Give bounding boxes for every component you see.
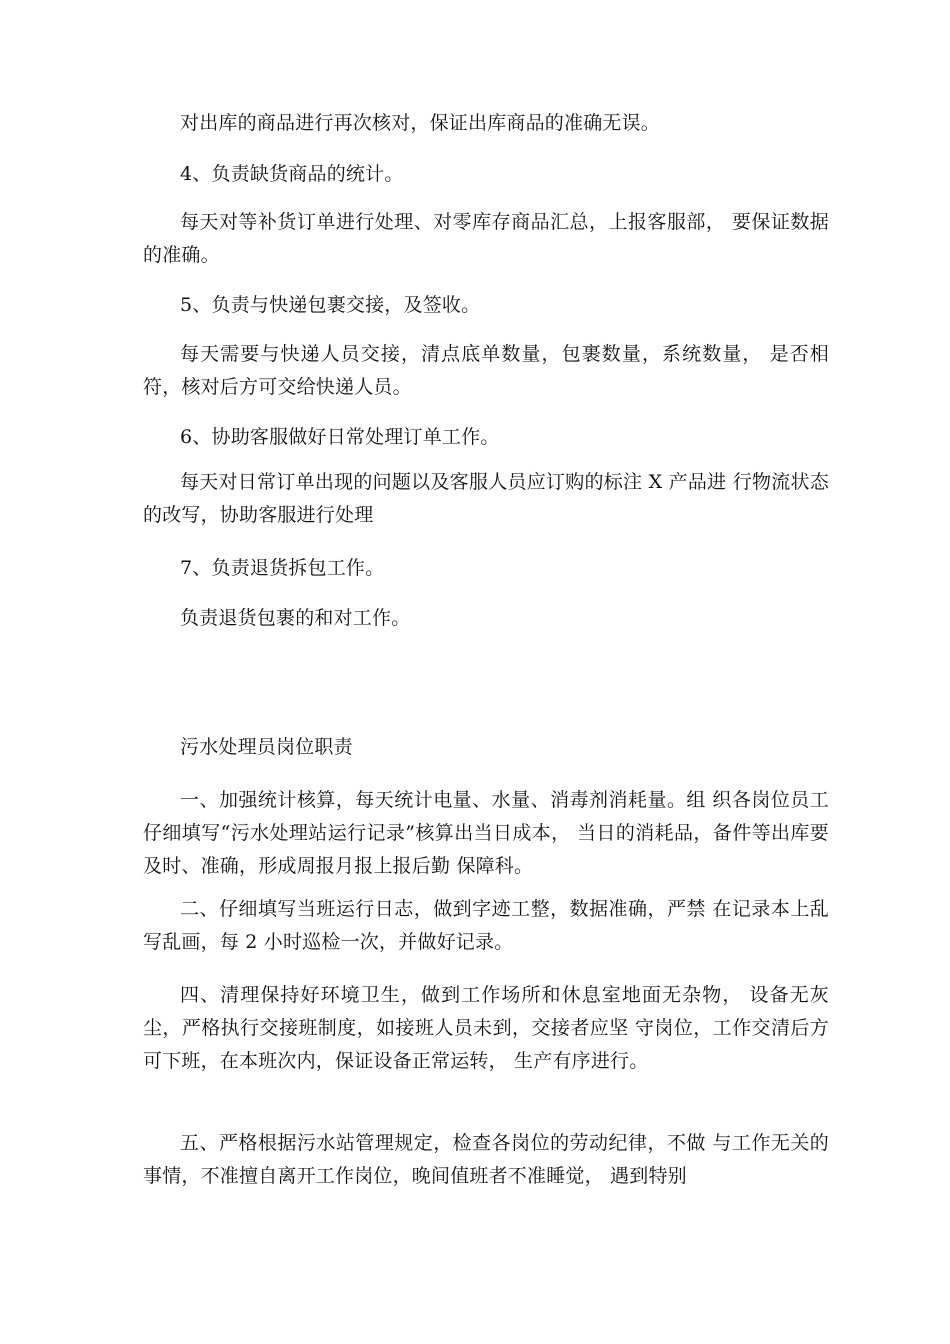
paragraph-duty-4: 四、清理保持好环境卫生，做到工作场所和休息室地面无杂物， 设备无灰尘，严格执行交接班制度，如接班人员未到，交接者应坚 守岗位，工作交清后方可下班，在本班次内，保证设备正常运转， 生产有序进行。 [143, 984, 829, 1072]
heading-item-5: 5、负责与快递包裹交接，及签收。 [180, 294, 481, 316]
section-title-wastewater: 污水处理员岗位职责 [180, 736, 353, 758]
paragraph-duty-1: 一、加强统计核算，每天统计电量、水量、消毒剂消耗量。组 织各岗位员工仔细填写“污水处理站运行记录”核算出当日成本， 当日的消耗品，备件等出库要及时、准确，形成周报月报上报后勤 保障科。 [143, 789, 829, 877]
paragraph-duty-5: 五、严格根据污水站管理规定，检查各岗位的劳动纪律，不做 与工作无关的事情，不准擅自离开工作岗位，晚间值班者不准睡觉， 遇到特别 [143, 1132, 829, 1187]
paragraph-outbound-check: 对出库的商品进行再次核对，保证出库商品的准确无误。 [180, 112, 661, 134]
paragraph-order-issues: 每天对日常订单出现的问题以及客服人员应订购的标注 X 产品进 行物流状态的改写，协助客服进行处理 [143, 471, 829, 526]
heading-item-4: 4、负责缺货商品的统计。 [180, 163, 404, 185]
paragraph-restock-orders: 每天对等补货订单进行处理、对零库存商品汇总，上报客服部， 要保证数据的准确。 [143, 211, 829, 266]
paragraph-courier-handover: 每天需要与快递人员交接，清点底单数量，包裹数量，系统数量， 是否相符，核对后方可交给快递人员。 [143, 343, 829, 398]
heading-item-7: 7、负责退货拆包工作。 [180, 557, 385, 579]
paragraph-return-packages: 负责退货包裹的和对工作。 [180, 607, 411, 629]
heading-item-6: 6、协助客服做好日常处理订单工作。 [180, 426, 500, 448]
paragraph-duty-2: 二、仔细填写当班运行日志，做到字迹工整，数据准确，严禁 在记录本上乱写乱画，每 2 小时巡检一次，并做好记录。 [143, 898, 829, 953]
